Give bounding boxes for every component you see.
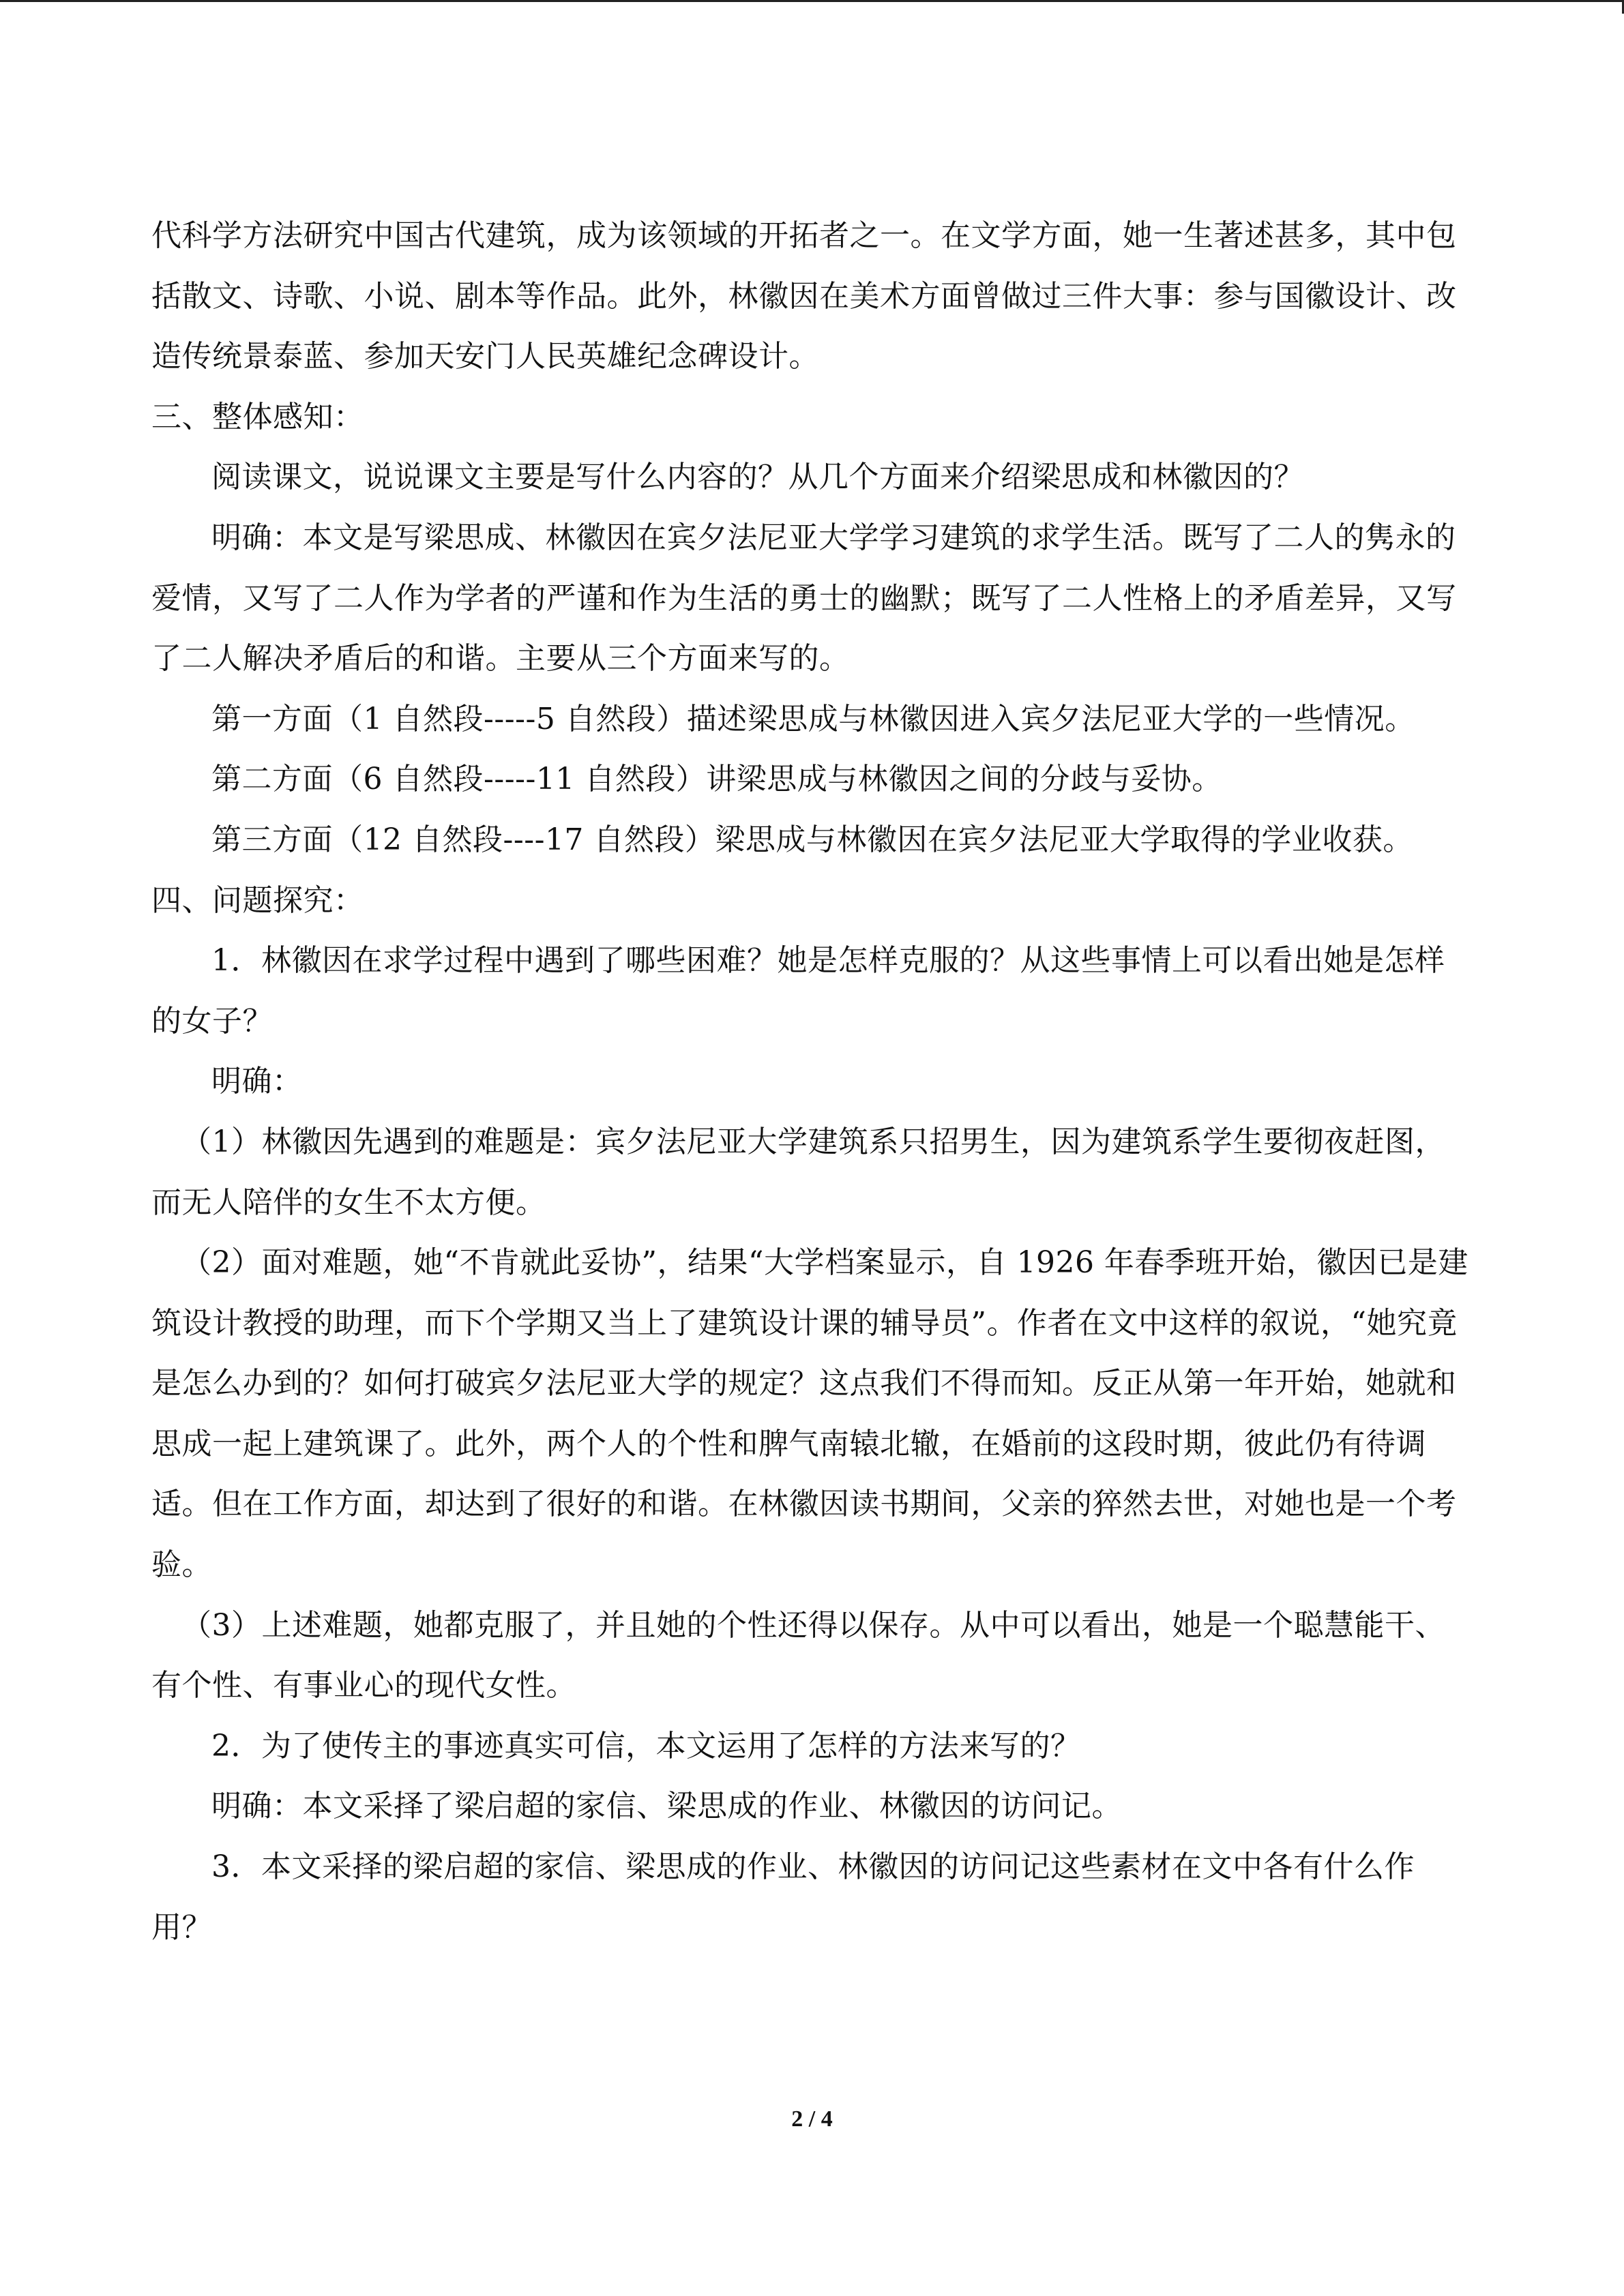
document-body: [151, 206, 1475, 1958]
paragraph: 第一方面（1 自然段-----5 自然段）描述梁思成与林徽因进入宾夕法尼亚大学的一些情况。: [211, 701, 1415, 736]
answer-item: （2）面对难题，她“不肯就此妥协”，结果“大学档案显示，自 1926 年春季班开始，徽因已是建筑设计教授的助理，而下个学期又当上了建筑设计课的辅导员”。作者在文中这样的叙说，“她究竟是怎么办到的？如何打破宾夕法尼亚大学的规定？这点我们不得而知。反正从第一年开始，她就和思成一起上建筑课了。此外，两个人的个性和脾气南辕北辙，在婚前的这段时期，彼此仍有待调适。但在工作方面，却达到了很好的和谐。在林徽因读书期间，父亲的猝然去世，对她也是一个考验。: [151, 1245, 1468, 1583]
question: 2．为了使传主的事迹真实可信，本文运用了怎样的方法来写的？: [211, 1728, 1081, 1763]
top-border-line: [0, 0, 1624, 2]
answer-item: （3）上述难题，她都克服了，并且她的个性还得以保存。从中可以看出，她是一个聪慧能干、有个性、有事业心的现代女性。: [151, 1607, 1445, 1703]
paragraph: 明确：本文采择了梁启超的家信、梁思成的作业、林徽因的访问记。: [211, 1789, 1122, 1824]
section-heading: 三、整体感知：: [151, 399, 364, 434]
paragraph: 第三方面（12 自然段----17 自然段）梁思成与林徽因在宾夕法尼亚大学取得的学业收获。: [211, 822, 1413, 857]
question: 1．林徽因在求学过程中遇到了哪些困难？她是怎样克服的？从这些事情上可以看出她是怎样的女子？: [151, 943, 1445, 1039]
page-number: 2 / 4: [791, 2106, 833, 2132]
section-heading: 四、问题探究：: [151, 882, 364, 918]
paragraph: 明确：: [211, 1064, 303, 1099]
answer-item: （1）林徽因先遇到的难题是：宾夕法尼亚大学建筑系只招男生，因为建筑系学生要彻夜赶图，而无人陪伴的女生不太方便。: [151, 1124, 1445, 1220]
question: 3．本文采择的梁启超的家信、梁思成的作业、林徽因的访问记这些素材在文中各有什么作用？: [151, 1849, 1415, 1945]
paragraph: 代科学方法研究中国古代建筑，成为该领域的开拓者之一。在文学方面，她一生著述甚多，其中包括散文、诗歌、小说、剧本等作品。此外，林徽因在美术方面曾做过三件大事：参与国徽设计、改造传统景泰蓝、参加天安门人民英雄纪念碑设计。: [151, 218, 1457, 374]
paragraph: 第二方面（6 自然段-----11 自然段）讲梁思成与林徽因之间的分歧与妥协。: [211, 762, 1222, 797]
paragraph: 明确：本文是写梁思成、林徽因在宾夕法尼亚大学学习建筑的求学生活。既写了二人的隽永的爱情，又写了二人作为学者的严谨和作为生活的勇士的幽默；既写了二人性格上的矛盾差异，又写了二人解决矛盾后的和谐。主要从三个方面来写的。: [151, 520, 1457, 676]
paragraph: 阅读课文，说说课文主要是写什么内容的？从几个方面来介绍梁思成和林徽因的？: [211, 460, 1304, 495]
